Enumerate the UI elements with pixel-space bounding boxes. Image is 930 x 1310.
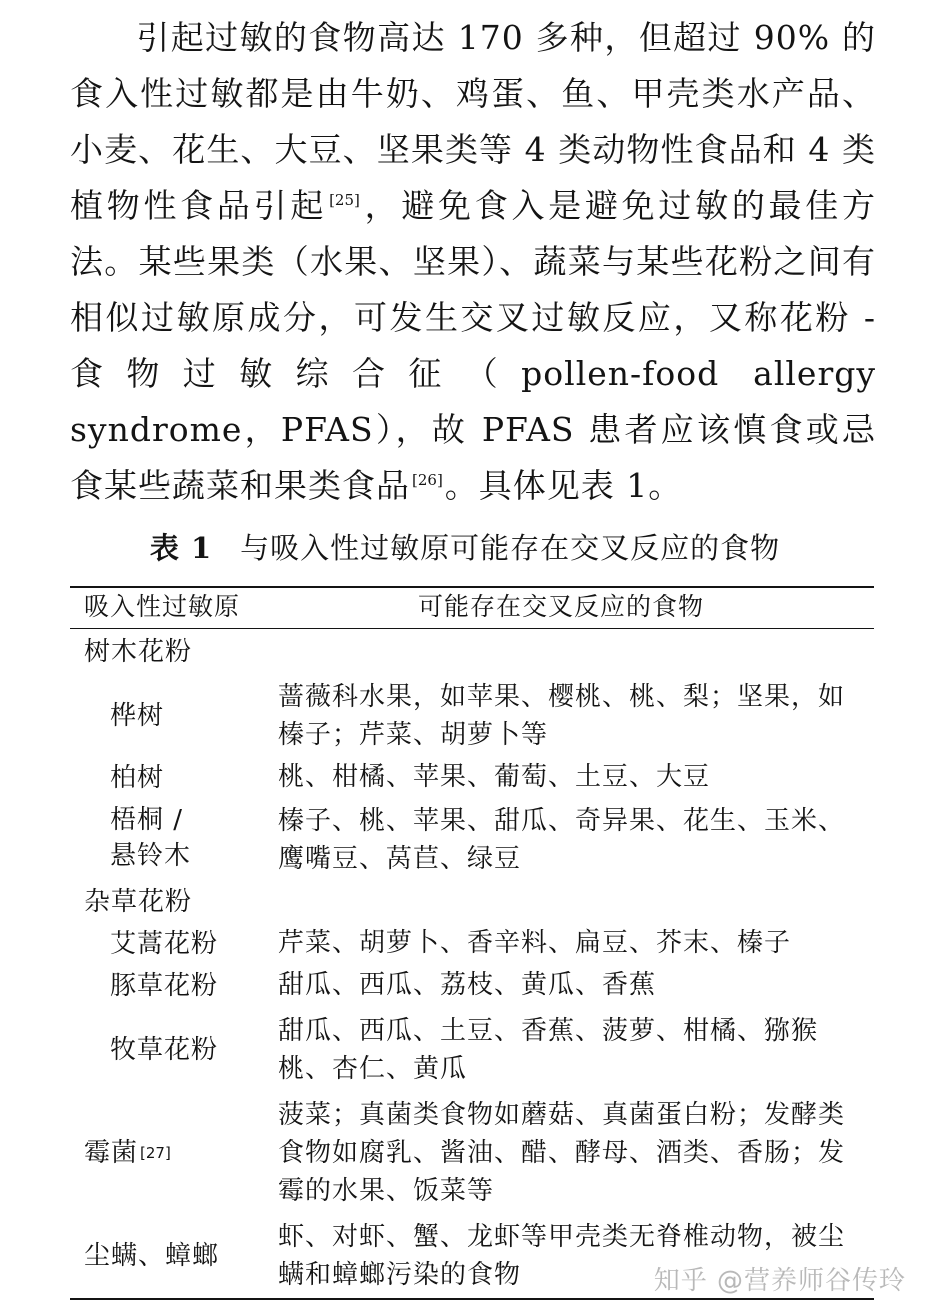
- allergen-name: 尘螨、蟑螂: [84, 1241, 220, 1271]
- cross-reactive-foods: 甜瓜、西瓜、荔枝、黄瓜、香蕉: [278, 970, 657, 1000]
- table-top-rule: [70, 586, 874, 588]
- allergen-name-text: 霉菌: [84, 1138, 139, 1168]
- allergen-name: 桦树: [110, 701, 165, 731]
- citation-25: [25]: [329, 191, 360, 209]
- table-row-mold: [70, 1096, 874, 1210]
- table-caption-label: 表 1: [149, 531, 213, 565]
- cross-reactive-foods: 菠菜；真菌类食物如蘑菇、真菌蛋白粉；发酵类食物如腐乳、酱油、醋、酵母、酒类、香肠；发霉的水果、饭菜等: [278, 1100, 846, 1206]
- table-caption-text: 与吸入性过敏原可能存在交叉反应的食物: [240, 531, 781, 565]
- cross-reactive-foods: 芹菜、胡萝卜、香辛料、扁豆、芥末、榛子: [278, 928, 792, 958]
- allergen-name-line-2: 悬铃木: [110, 841, 192, 871]
- allergen-name: 霉菌 [27]: [84, 1096, 173, 1210]
- allergen-name: 艾蒿花粉: [110, 929, 219, 959]
- allergen-name: 豚草花粉: [110, 971, 219, 1001]
- table-header-allergen: 吸入性过敏原: [84, 592, 241, 621]
- cross-reactive-foods: 甜瓜、西瓜、土豆、香蕉、菠萝、柑橘、猕猴桃、杏仁、黄瓜: [278, 1016, 819, 1084]
- table-row-weed-pollen: [70, 882, 874, 922]
- allergen-name: 牧草花粉: [110, 1035, 219, 1065]
- cross-reactive-foods: 蔷薇科水果，如苹果、樱桃、桃、梨；坚果，如榛子；芹菜、胡萝卜等: [278, 682, 846, 750]
- allergen-name: 柏树: [110, 763, 165, 793]
- table-row-tree-pollen: [70, 632, 874, 672]
- cross-reactive-foods: 桃、柑橘、苹果、葡萄、土豆、大豆: [278, 762, 711, 792]
- citation-26: [26]: [412, 471, 443, 489]
- table-header-foods: 可能存在交叉反应的食物: [418, 592, 705, 621]
- cross-reactive-foods: 榛子、桃、苹果、甜瓜、奇异果、花生、玉米、鹰嘴豆、莴苣、绿豆: [278, 806, 846, 874]
- watermark: 知乎 @营养师谷传玲: [653, 1266, 906, 1296]
- table-row-ragweed: [70, 966, 874, 1006]
- paragraph-segment-2: ，避免食入是避免过敏的最佳方法。某些果类（水果、坚果）、蔬菜与某些花粉之间有相似过敏原成分，可发生交叉过敏反应，又称花粉 - 食物过敏综合征（pollen-food allergy syndrome，PFAS），故 PFAS 患者应该慎食或忌食某些蔬菜和果类食品: [70, 186, 877, 505]
- table-row-grass-pollen: [70, 1012, 874, 1088]
- cross-reactive-foods: 虾、对虾、蟹、龙虾等甲壳类无脊椎动物，被尘螨和蟑螂污染的食物: [278, 1222, 846, 1290]
- table-caption: [0, 526, 930, 567]
- paragraph-segment-1: 引起过敏的食物高达 170 多种，但超过 90% 的食入性过敏都是由牛奶、鸡蛋、鱼、甲壳类水产品、小麦、花生、大豆、坚果类等 4 类动物性食品和 4 类植物性食品引起: [70, 18, 876, 225]
- allergen-name: [110, 802, 191, 880]
- allergen-name-line-1: 梧桐 /: [110, 805, 184, 835]
- table-bottom-rule: [70, 1298, 874, 1300]
- table-row-birch: [70, 678, 874, 754]
- table-row-mugwort: [70, 924, 874, 964]
- table-row-plane-tree: [70, 802, 874, 880]
- paragraph-segment-3: 。具体见表 1。: [444, 466, 683, 505]
- table-row-cypress: [70, 758, 874, 798]
- table-header-rule: [70, 628, 874, 629]
- body-paragraph: [70, 10, 876, 514]
- allergen-category: 杂草花粉: [84, 887, 193, 917]
- allergen-category: 树木花粉: [84, 637, 193, 667]
